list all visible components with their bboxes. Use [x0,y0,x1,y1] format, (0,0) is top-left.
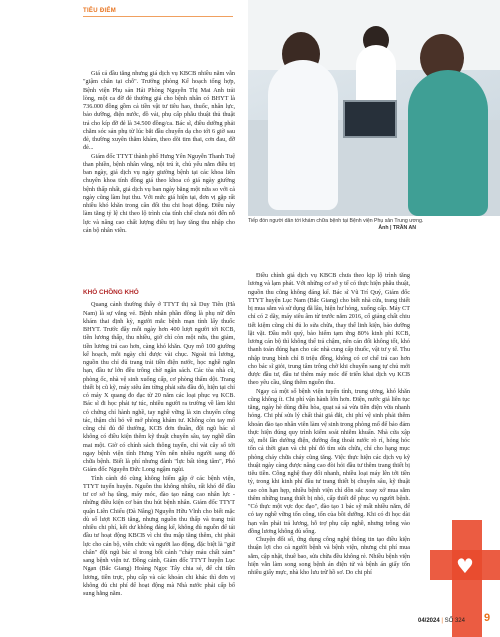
paragraph: Tình cảnh đó cũng không hiếm gặp ở các bệnh viện, TTYT tuyến huyện. Nguồn thu không nhiều, rất khó để đầu tư cơ sở hạ tầng, máy móc, đào tạo nâng cao nhân lực - những điều kiện cơ bản thu hút bệnh nhân. Giám đốc TTYT quận Liên Chiểu (Đà Nẵng) Nguyễn Hữu Vĩnh cho biết mặc dù số lượt KCB tăng, nhưng nguồn thu thấp và trang trải nhiều chi phí, kết dư không đáng kể, không đủ nguồn để tái đầu tư hoạt động KBCB vì chi thu mập tăng thêm, chi phải lực cho cán bộ, viên chức và người lao động, đặc biệt là "giữ chân" đội ngũ bác sĩ trong bối cảnh "chảy máu chất xám" sang bệnh viện tư. Đồng cảnh, Giám đốc TTYT huyện Lục Ngạn (Bắc Giang) Hoàng Ngọc Tây chia sẻ, để chi tiền lương, tiền trực, phụ cấp và các khoản chi khác thì đơn vị không đủ chi phí để hoạt động mà Nhà nước phải cấp bổ sung hằng năm. [83,474,235,597]
paragraph: Giám đốc TTYT thành phố Hưng Yên Nguyễn Thanh Tuệ than phiền, bệnh nhân vắng, nội trú ít, chủ yếu nằm điều trị ban ngày, giá dịch vụ ngày giường bệnh tại các khoa liên chuyên khoa tính đồng giá theo khoa có giá ngày giường bệnh thấp nhất, giá dịch vụ ban ngày bằng một nửa so với cả ngày cũng làm hụt thu. Với mức giá hiện tại, đơn vị gặp rất nhiều khó khăn trong cân đối thu chi hoạt động. Điều này làm tăng tỷ lệ chi theo lộ trình của tính chế chưa nói đến nỗ lực và nâng cao chất lượng điều trị hay tăng thu nhập cho cán bộ nhân viên. [83,152,235,234]
paragraph: Điều chỉnh giá dịch vụ KBCB chưa theo kịp lộ trình tăng lương và lạm phát. Với những cơ sở y tế có thực hiện phẫu thuật, nguồn thu cũng không đáng kể. Bác sĩ Vũ Trí Quý, Giám đốc TTYT huyện Lục Nam (Bắc Giang) cho biết nhà cửa, trang thiết bị mua sắm và sử dụng đã lâu, hiện hư hỏng, xuống cấp. Máy CT chỉ có 2 dãy, máy siêu âm từ trước năm 2016, cổ giảng chất chiu tiết kiệm cũng chỉ đủ lo sửa chữa, thay thế linh kiện, bảo dưỡng lặt vặt. Đầu mỗi quý, bảo hiểm tạm ứng 80% kinh phí KCB, lương cán bộ thì không thể trả chậm, nên cán đối không tốt, khó thanh toán đúng hạn cho các nhà cung cấp thuốc, vật tư y tế. Thu nhập trung bình chỉ 8 triệu đồng, không có cơ chế trả cao hơn cho bác sĩ giỏi, trung tâm trông chờ khi chuyển sang tự chủ mới được đầu tư, đầu tư thêm máy móc để triển khai dịch vụ KCB theo yêu cầu, tăng thêm nguồn thu. [248,272,410,387]
page-number: 9 [484,612,491,624]
issue-number: SỐ 324 [444,618,465,624]
paragraph: Chuyện đổi số, ứng dụng công nghệ thông tin tạo điều kiện thuận lợi cho cả người bệnh và bệnh viện, nhưng chi phí mua sắm, cập nhật, thuê bao, sửa chữa đều không rẻ. Nhiều bệnh viện hiện vẫn làm song song bệnh án điện tử và bệnh án giấy tốn nhiều giấy mực, nhà kho lưu trữ hồ sơ. Do chi phí [248,536,410,576]
issue-separator: | [441,618,443,624]
paragraph: Ngay cả một số bệnh viện tuyến tỉnh, trung ương, khó khăn cũng không ít. Chi phí vận hành lớn hơn. Điện, nước giá liên tục tăng, ngày hè dùng điều hòa, quạt sả sả vừa tiền điện vừa nhanh hỏng. Chi phí sửa lý chất thải giá đắt, chi phí vệ sinh phải thêm khoản đào tạo nhân viên làm vệ sinh trong phòng mổ để bảo đảm thực hiện đúng quy trình kiểm soát nhiễm khuẩn. Nhà cửa xập xệ, mỗi lần dường điện, đường ống thoát nước rò rỉ, hỏng hóc tốn cả thời gian và chi phí đó tìm sửa chữa, chỉ cho hạng mục phòng cháy chữa cháy cũng tăng. Việc thực hiện các dịch vụ kỹ thuật ngày càng được nâng cao đòi hỏi đầu tư thêm trang thiết bị tiêu tiền. Công nghệ thay đổi nhanh, nhiều loại máy lên tới tiền tỷ, trong khi kinh phí đầu tư trang thiết bị chuyên sâu, kỹ thuật cao còn hạn hẹp, nhiều bệnh viện chỉ dồn sắc xoay xở mua sắm thêm những trang thiết bị nhỏ, cấp thiết để phục vụ người bệnh. "Có thực một vực đọc đạo", đào tạo 1 bác sỹ mất nhiều năm, để có tay nghề vững tốn công, tốn của bồi dưỡng. Khi có đi học dài hạn vẫn phải trả lương, hỗ trợ phụ cấp nghề, nhưng trông vào đồng lương không đủ sống. [248,387,410,535]
column-left [83,70,235,597]
caption-text: Tiếp đón người dân tới khám chữa bệnh tại Bệnh viện Phụ sản Trung ương. [248,218,424,224]
paragraph: Giá cả đầu tăng nhưng giá dịch vụ KBCB nhiều năm vẫn "giậm chân tại chỗ". Trưởng phòng Kế hoạch tổng hợp, Bệnh viện Phụ sản Hải Phòng Nguyễn Thị Mai Anh trải lòng, một ca đỡ đẻ thường giá cho bệnh nhân có BHYT là 736.000 đồng gồm cả tiền vật tư tiêu hao, thuốc, nhân lực, bảo dưỡng, điện nước, đồ vải, phụ cấp phẫu thuật thủ thuật trả cho kíp đỡ đẻ là 34.500 đồng/ca. Bác sĩ, điều dưỡng phải chăm sóc sản phụ từ lúc bắt đầu chuyển dạ cho tới 6 giờ sau đẻ, thường xuyên thăm khám, theo dõi tim thai, cơn đau, đỡ đẻ... [83,70,235,152]
section-label: TIÊU ĐIỂM [83,8,117,14]
column-right [248,272,410,577]
photo-caption [248,218,500,231]
medical-cross-icon: ♥ [430,520,500,637]
photo-credit: Ảnh | TRẦN AN [378,225,416,231]
section-heading: KHÓ CHỒNG KHÓ [83,289,139,296]
issue-date: 04/2024 [418,618,440,624]
article-photo [248,0,500,216]
section-rule [83,16,233,17]
paragraph: Quang cảnh thường thấy ở TTYT thị xã Duy Tiên (Hà Nam) là sự vắng vẻ. Bệnh nhân phần đông là phụ nữ đến khám thai định kỳ, người mắc bệnh mạn tính lấy thuốc BHYT. Trước đây mỗi ngày hơn 400 lượt người tới KCB, tiền lương thấp, thu nhiều, giờ chỉ còn một nửa, thu giảm, tiền lương trả cao hơn, càng khó khăn. Quy mô 100 giường kế hoạch, mỗi ngày chỉ được vài chục. Ngoài trả lương, nguồn thu chỉ đủ trang trải tiền điện nước, học nghề ngắn hạn, đầu tư lớn đều trông chờ ngân sách. Các tòa nhà cũ, phòng ốc, nhà vệ sinh xuống cấp, cơ phòng thấm dột. Trang thiết bị cũ kỹ, máy siêu âm từng phải sửa đầu đò, hiện tại chỉ có máy X quang đo đạc từ 20 năm các loại phục vụ KCB. Bác sĩ đi học phải tự túc, nhiều người ra trường về làm khi có chứng chỉ hành nghề, tay nghề vững là xin chuyển công tác, thậm chí bỏ về mở phòng khám tư. Không còn tay mổ cũng chỉ đủ để thường, KCB đơn thuần, đội ngũ bác sĩ không có điều kiện thêm kỹ thuật chuyên sâu, tay nghề dần mai một. Giờ có chính sách thông tuyến, chỉ vài cây số tới ngay bệnh viện tỉnh Hưng Yên nên nhiều người sang đó chữa bệnh. Biết là phí nhưng đành "lực bất tòng tâm", Phó Giám đốc Nguyễn Đức Long ngậm ngùi. [83,301,235,474]
issue-info [418,618,465,624]
